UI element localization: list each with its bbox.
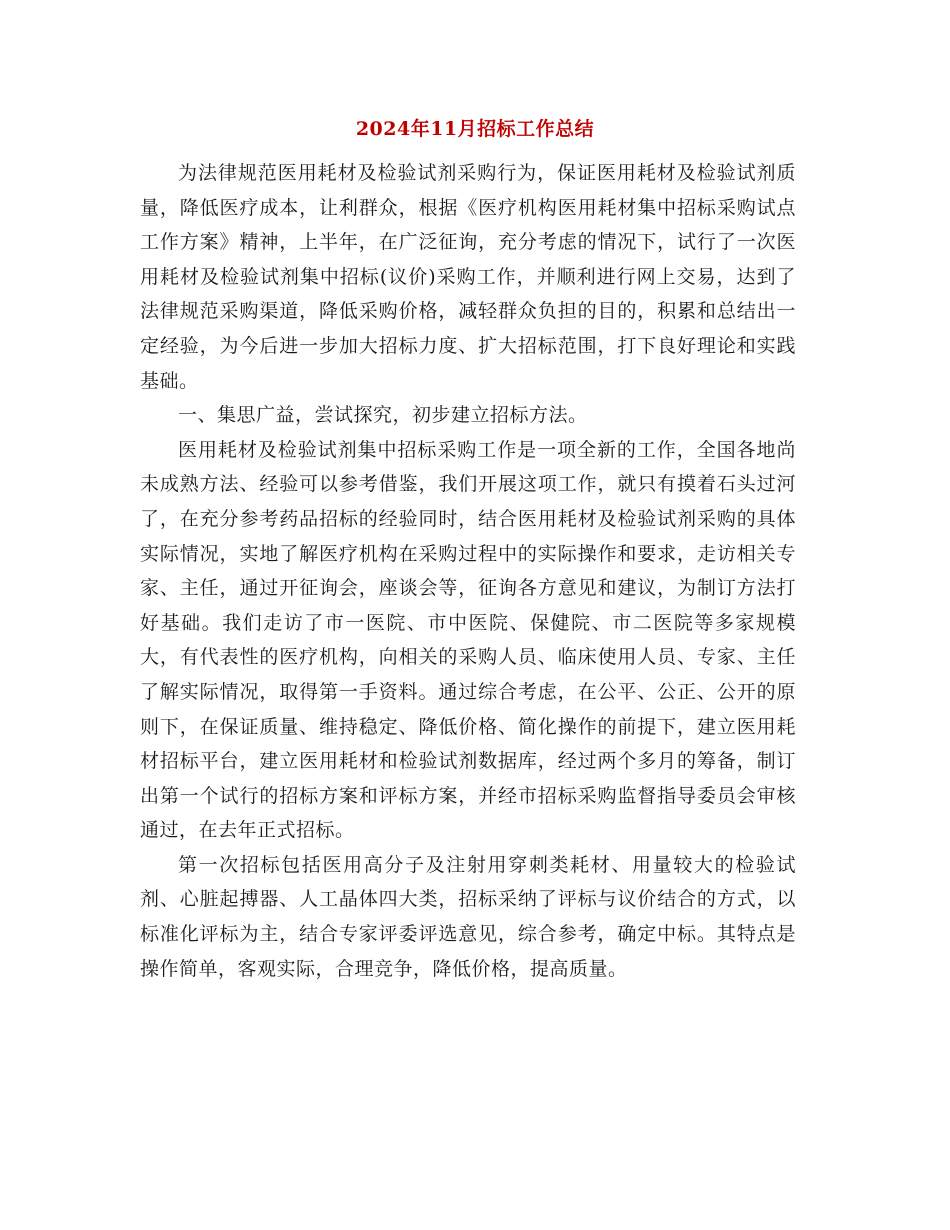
paragraph-intro: 为法律规范医用耗材及检验试剂采购行为，保证医用耗材及检验试剂质量，降低医疗成本，让利群众，根据《医疗机构医用耗材集中招标采购试点工作方案》精神，上半年，在广泛征询，充分考虑的情况下，试行了一次医用耗材及检验试剂集中招标(议价)采购工作，并顺利进行网上交易，达到了法律规范采购渠道，降低采购价格，减轻群众负担的目的，积累和总结出一定经验，为今后进一步加大招标力度、扩大招标范围，打下良好理论和实践基础。 bbox=[140, 162, 796, 392]
paragraph-section-heading: 一、集思广益，尝试探究，初步建立招标方法。 bbox=[178, 404, 588, 427]
document-title: 2024年11月招标工作总结 bbox=[355, 118, 595, 140]
paragraph-method: 医用耗材及检验试剂集中招标采购工作是一项全新的工作，全国各地尚未成熟方法、经验可以参考借鉴，我们开展这项工作，就只有摸着石头过河了，在充分参考药品招标的经验同时，结合医用耗材及检验试剂采购的具体实际情况，实地了解医疗机构在采购过程中的实际操作和要求，走访相关专家、主任，通过开征询会，座谈会等，征询各方意见和建议，为制订方法打好基础。我们走访了市一医院、市中医院、保健院、市二医院等多家规模大，有代表性的医疗机构，向相关的采购人员、临床使用人员、专家、主任了解实际情况，取得第一手资料。通过综合考虑，在公平、公正、公开的原则下，在保证质量、维持稳定、降低价格、简化操作的前提下，建立医用耗材招标平台，建立医用耗材和检验试剂数据库，经过两个多月的筹备，制订出第一个试行的招标方案和评标方案，并经市招标采购监督指导委员会审核通过，在去年正式招标。 bbox=[140, 438, 796, 842]
document-body bbox=[140, 156, 796, 986]
paragraph-first-bid: 第一次招标包括医用高分子及注射用穿刺类耗材、用量较大的检验试剂、心脏起搏器、人工晶体四大类，招标采纳了评标与议价结合的方式，以标准化评标为主，结合专家评委评选意见，综合参考，确定中标。其特点是操作简单，客观实际，合理竞争，降低价格，提高质量。 bbox=[140, 853, 796, 980]
